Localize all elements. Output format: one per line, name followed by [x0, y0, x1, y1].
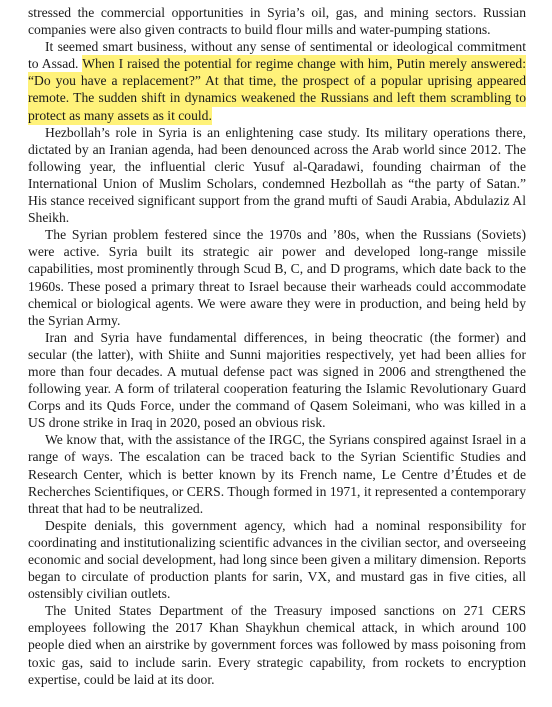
paragraph-5: Iran and Syria have fundamental differences, in being theocratic (the former) and secular (the latter), with Shiite and Sunni majorities respectively, yet had been allies for more than four decades. A mutual defense pact was signed in 2006 and strengthened the following year. A form of trilateral cooperation featuring the Islamic Revolutionary Guard Corps and its Quds Force, under the command of Qasem Soleimani, who was killed in a US drone strike in Iraq in 2020, posed an obvious risk.: [28, 329, 526, 431]
paragraph-2-plain-text: It seemed smart business, without any sense of sentimental or ideological commitment to Assad.: [28, 39, 526, 72]
paragraph-2: [28, 38, 526, 123]
highlighted-passage: When I raised the potential for regime change with him, Putin merely answered: “Do you have a replacement?” At that time, the prospect of a popular uprising appeared remote. The sudden shift in dynamics weakened the Russians and left them scrambling to protect as many assets as it could.: [28, 56, 526, 123]
paragraph-4: The Syrian problem festered since the 1970s and ’80s, when the Russians (Soviets) were active. Syria built its strategic air power and developed long-range missile capabilities, most prominently through Scud B, C, and D programs, which date back to the 1960s. These posed a primary threat to Israel because their warheads could accommodate chemical or biological agents. We were aware they were in production, and being held by the Syrian Army.: [28, 227, 526, 328]
paragraph-1: stressed the commercial opportunities in Syria’s oil, gas, and mining sectors. Russian companies were also given contracts to build flour mills and water-pumping stations.: [28, 5, 526, 38]
paragraph-3: Hezbollah’s role in Syria is an enlightening case study. Its military operations there, dictated by an Iranian agenda, had been denounced across the Arab world since 2012. The following year, the influential cleric Yusuf al-Qaradawi, founding chairman of the International Union of Muslim Scholars, condemned Hezbollah as “the party of Satan.” His stance received significant support from the grand mufti of Saudi Arabia, Abdulaziz Al Sheikh.: [28, 124, 526, 226]
paragraph-7: Despite denials, this government agency, which had a nominal responsibility for coordinating and institutionalizing scientific advances in the civilian sector, and overseeing economic and social development, had long since been given a military dimension. Reports began to circulate of production plants for sarin, VX, and mustard gas in five cities, all ostensibly civilian outlets.: [28, 517, 526, 602]
paragraph-6: We know that, with the assistance of the IRGC, the Syrians conspired against Israel in a range of ways. The escalation can be traced back to the Syrian Scientific Studies and Research Center, which is better known by its French name, Le Centre d’Études et de Recherches Scientifiques, or CERS. Though formed in 1971, it represented a contemporary threat that had to be neutralized.: [28, 432, 526, 516]
paragraph-8: The United States Department of the Treasury imposed sanctions on 271 CERS employees following the 2017 Khan Shaykhun chemical attack, in which around 100 people died when an airstrike by government forces was followed by mass poisoning from toxic gas, said to include sarin. Every strategic capability, from rockets to encryption expertise, could be laid at its door.: [28, 603, 526, 687]
